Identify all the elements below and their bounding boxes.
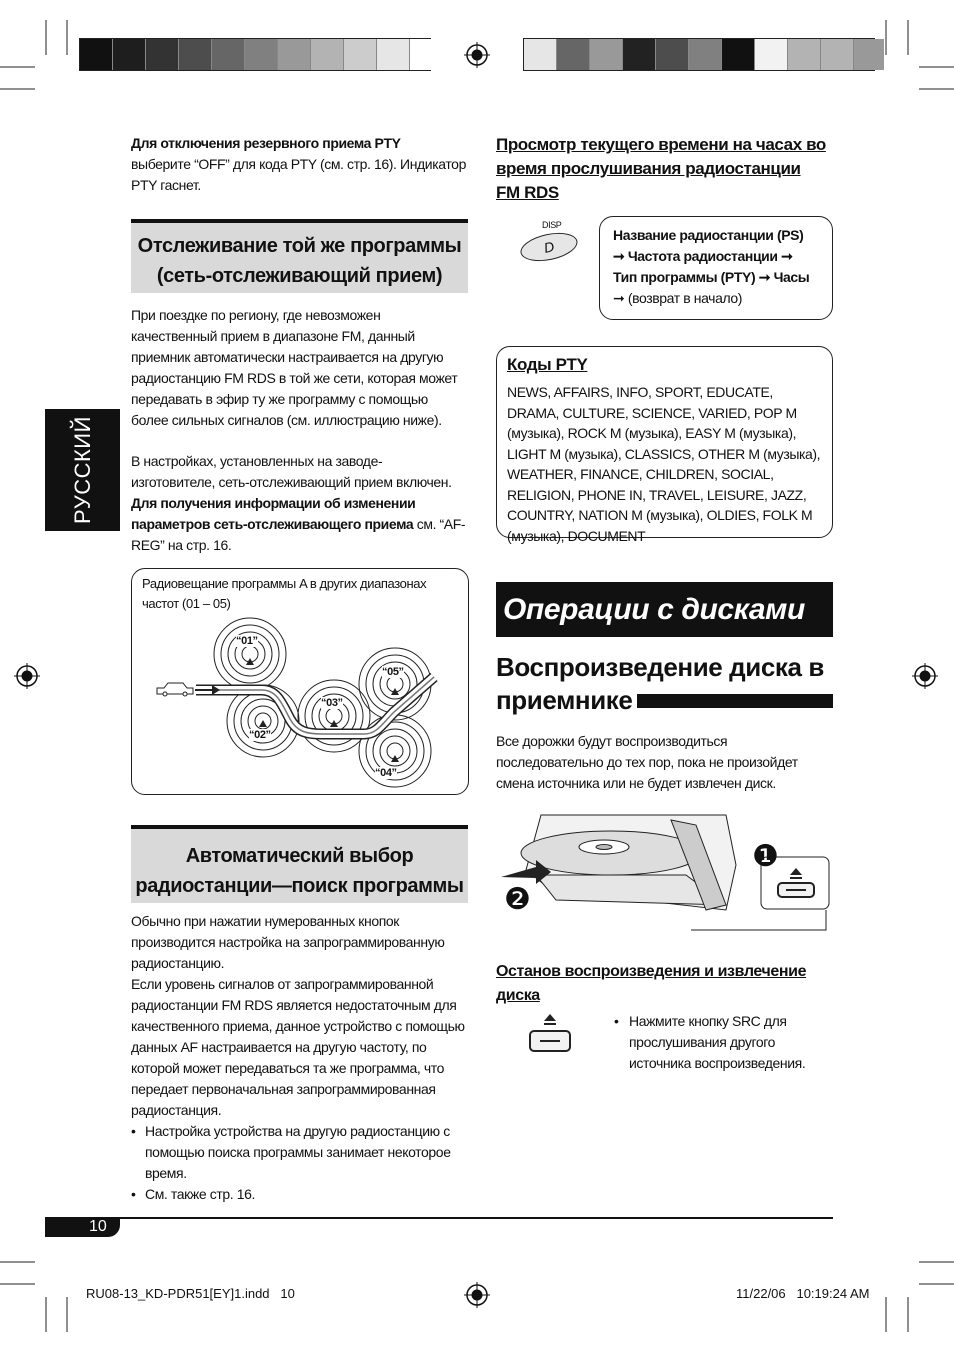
station-label-03: “03”	[321, 697, 343, 709]
arrow-icon: ➞	[758, 269, 771, 285]
station-label-01: “01”	[236, 635, 258, 647]
network-illustration	[131, 568, 469, 795]
search-text	[131, 911, 466, 1205]
search-paragraph-1: Обычно при нажатии нумерованных кнопок производится настройка на запрограммированную радиостанцию.	[131, 913, 445, 971]
network-heading	[131, 219, 468, 293]
network-text	[131, 305, 466, 556]
footer-rule	[45, 1217, 833, 1219]
sequence-return-line	[613, 288, 828, 309]
language-tab	[45, 409, 120, 531]
network-paragraph-2: В настройках, установленных на заводе-изготовителе, сеть-отслеживающий прием включен.	[131, 453, 452, 490]
search-paragraph-2: Если уровень сигналов от запрограммированной радиостанции FM RDS является недостаточным для качественного приема, данное устройство с помощью данных AF настраивается на другую частоту, по которой может передаваться та же программа, что передает первоначальная запрограммированная радиостанция.	[131, 976, 465, 1118]
section-title-text: Операции с дисками	[503, 593, 805, 626]
search-bullet-2: • См. также стр. 16.	[131, 1186, 255, 1202]
search-heading-line2: радиостанции—поиск программы	[135, 875, 464, 897]
sequence-pty-line	[613, 267, 828, 288]
file-info: RU08-13_KD-PDR51[EY]1.indd 10	[86, 1286, 295, 1301]
eject-icon	[544, 1014, 556, 1021]
play-heading	[496, 651, 833, 717]
heading-rule	[637, 694, 833, 708]
car-icon	[157, 683, 193, 696]
sequence-return: (возврат в начало)	[627, 290, 743, 306]
station-label-05: “05”	[382, 666, 404, 678]
disp-button-shape[interactable]	[518, 228, 580, 265]
clock-heading: Просмотр текущего времени на часах во время прослушивания радиостанции FM RDS	[496, 135, 826, 202]
play-heading-line2: приемнике	[496, 685, 633, 715]
print-datetime: 11/22/06 10:19:24 AM	[736, 1286, 870, 1301]
play-text: Все дорожки будут воспроизводиться последовательно до тех пор, пока не произойдет смена источника или не будет извлечен диск.	[496, 733, 798, 791]
pty-codes-box	[496, 346, 833, 544]
network-paragraph-1: При поездке по региону, где невозможен качественный прием в диапазоне FM, данный приемник автоматически настраивается на другую радиостанцию FM RDS в той же сети, которая может передавать в эфир ту же программу с помощью более сильных сигналов (см. иллюстрацию ниже).	[131, 307, 458, 428]
pty-off-block	[131, 133, 466, 196]
sequence-pty: Тип программы (PTY)	[613, 269, 756, 285]
page-number-badge	[45, 1217, 120, 1237]
disp-button[interactable]	[516, 220, 580, 264]
illustration-caption: Радиовещание программы A в других диапазонах частот (01 – 05)	[142, 576, 427, 611]
network-heading-line2: (сеть-отслеживающий прием)	[156, 265, 443, 287]
registration-mark-top	[464, 42, 490, 68]
sequence-frequency: Частота радиостанции	[627, 248, 778, 264]
network-paragraph-3-bold: Для получения информации об изменении параметров сеть-отслеживающего приема	[131, 495, 416, 532]
step-1-marker: ❶	[752, 840, 779, 873]
disc-insert-illustration	[496, 805, 832, 940]
stop-bullet: • Нажмите кнопку SRC для прослушивания другого источника воспроизведения.	[614, 1011, 814, 1074]
sequence-ps: Название радиостанции (PS)	[613, 227, 804, 243]
stations-diagram	[132, 569, 468, 794]
pty-codes-heading: Коды PTY	[507, 355, 588, 374]
arrow-icon: ➞	[613, 248, 625, 264]
language-tab-label: РУССКИЙ	[69, 416, 95, 524]
sequence-frequency-line	[613, 246, 828, 267]
network-paragraph-3	[131, 493, 466, 556]
eject-button-icon[interactable]	[529, 1014, 573, 1054]
arrow-icon: ➞	[781, 248, 793, 264]
network-heading-line1: Отслеживание той же программы	[137, 235, 462, 257]
pty-off-text: выберите “OFF” для кода PTY (см. стр. 16). Индикатор PTY гаснет.	[131, 156, 466, 193]
pty-codes-text: NEWS, AFFAIRS, INFO, SPORT, EDUCATE, DRAMA, CULTURE, SCIENCE, VARIED, POP M (музыка), ROCK M (музыка), EASY M (музыка), LIGHT M (музыка), CLASSICS, OTHER M (музыка), WEATHER, FINANCE, CHILDREN, SOCIAL, RELIGION, PHONE IN, TRAVEL, LEISURE, JAZZ, COUNTRY, NATION M (музыка), OLDIES, FOLK M (музыка), DOCUMENT	[507, 384, 821, 544]
page-number: 10	[89, 1218, 107, 1235]
step-2-marker: ❷	[504, 883, 531, 916]
disp-button-letter: D	[542, 238, 556, 256]
pty-off-heading: Для отключения резервного приема PTY	[131, 135, 401, 151]
play-heading-line1: Воспроизведение диска в	[496, 652, 825, 682]
search-heading	[131, 825, 468, 903]
section-title	[496, 582, 833, 637]
network-paragraph-3-rest: см. “AF-REG” на стр. 16.	[131, 516, 466, 553]
station-label-04: “04”	[375, 767, 397, 779]
disp-label: DISP	[542, 220, 562, 230]
search-bullet-1: • Настройка устройства на другую радиостанцию с помощью поиска программы занимает некоторое время.	[131, 1123, 451, 1181]
display-sequence-box	[599, 216, 833, 320]
stop-heading: Останов воспроизведения и извлечение диска	[496, 963, 807, 1004]
stop-bullet-text: Нажмите кнопку SRC для прослушивания другого источника воспроизведения.	[629, 1013, 806, 1071]
search-heading-line1: Автоматический выбор	[185, 845, 414, 867]
station-label-02: “02”	[249, 729, 271, 741]
sequence-clock: Часы	[773, 269, 810, 285]
arrow-icon: ➞	[613, 290, 625, 306]
